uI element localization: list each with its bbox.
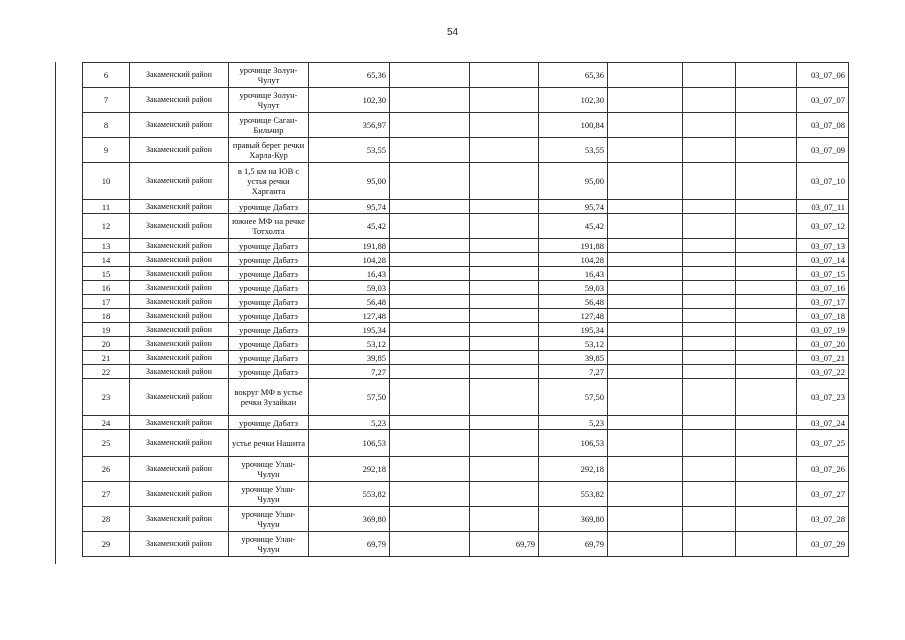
code-cell: 03_07_26 <box>797 457 849 482</box>
column-7-cell: 45,42 <box>539 214 608 239</box>
empty-cell <box>608 457 683 482</box>
total-area-cell: 69,79 <box>309 532 390 557</box>
row-number-cell: 20 <box>83 337 130 351</box>
code-cell: 03_07_28 <box>797 507 849 532</box>
column-5-cell <box>390 113 470 138</box>
total-area-cell: 57,50 <box>309 379 390 416</box>
column-7-cell: 53,12 <box>539 337 608 351</box>
empty-cell <box>683 214 736 239</box>
column-5-cell <box>390 379 470 416</box>
table-body <box>83 63 849 557</box>
row-number-cell: 21 <box>83 351 130 365</box>
row-number-cell: 25 <box>83 430 130 457</box>
code-cell: 03_07_29 <box>797 532 849 557</box>
table-row <box>83 507 849 532</box>
row-number-cell: 16 <box>83 281 130 295</box>
row-number-cell: 22 <box>83 365 130 379</box>
empty-cell <box>736 239 797 253</box>
table-row <box>83 379 849 416</box>
empty-cell <box>736 214 797 239</box>
column-7-cell: 100,84 <box>539 113 608 138</box>
total-area-cell: 104,28 <box>309 253 390 267</box>
table-row <box>83 323 849 337</box>
empty-cell <box>608 532 683 557</box>
location-cell: урочище Золун-Чулут <box>229 88 309 113</box>
code-cell: 03_07_25 <box>797 430 849 457</box>
column-7-cell: 56,48 <box>539 295 608 309</box>
total-area-cell: 16,43 <box>309 267 390 281</box>
table-row <box>83 267 849 281</box>
location-cell: урочище Дабатэ <box>229 200 309 214</box>
table-row <box>83 88 849 113</box>
column-6-cell <box>470 365 539 379</box>
table-row <box>83 200 849 214</box>
row-number-cell: 18 <box>83 309 130 323</box>
column-7-cell: 59,03 <box>539 281 608 295</box>
column-5-cell <box>390 267 470 281</box>
code-cell: 03_07_23 <box>797 379 849 416</box>
column-5-cell <box>390 239 470 253</box>
total-area-cell: 127,48 <box>309 309 390 323</box>
location-cell: урочище Дабатэ <box>229 309 309 323</box>
table-row <box>83 309 849 323</box>
empty-cell <box>608 267 683 281</box>
location-cell: правый берег речки Харла-Кур <box>229 138 309 163</box>
empty-cell <box>736 253 797 267</box>
column-5-cell <box>390 63 470 88</box>
column-7-cell: 106,53 <box>539 430 608 457</box>
row-number-cell: 9 <box>83 138 130 163</box>
district-cell: Закаменский район <box>130 88 229 113</box>
table-row <box>83 457 849 482</box>
code-cell: 03_07_19 <box>797 323 849 337</box>
location-cell: урочище Дабатэ <box>229 281 309 295</box>
district-cell: Закаменский район <box>130 163 229 200</box>
row-number-cell: 27 <box>83 482 130 507</box>
column-5-cell <box>390 214 470 239</box>
location-cell: урочище Дабатэ <box>229 267 309 281</box>
location-cell: урочище Улан-Чулун <box>229 482 309 507</box>
row-number-cell: 6 <box>83 63 130 88</box>
column-5-cell <box>390 295 470 309</box>
column-6-cell <box>470 88 539 113</box>
empty-cell <box>683 351 736 365</box>
district-cell: Закаменский район <box>130 379 229 416</box>
column-5-cell <box>390 200 470 214</box>
column-6-cell <box>470 309 539 323</box>
empty-cell <box>608 239 683 253</box>
column-6-cell <box>470 295 539 309</box>
empty-cell <box>608 63 683 88</box>
table-row <box>83 253 849 267</box>
district-cell: Закаменский район <box>130 309 229 323</box>
table-row <box>83 281 849 295</box>
empty-cell <box>736 138 797 163</box>
district-cell: Закаменский район <box>130 430 229 457</box>
margin-rule <box>55 62 56 564</box>
column-6-cell <box>470 351 539 365</box>
column-6-cell <box>470 113 539 138</box>
empty-cell <box>608 253 683 267</box>
code-cell: 03_07_06 <box>797 63 849 88</box>
empty-cell <box>608 295 683 309</box>
column-7-cell: 195,34 <box>539 323 608 337</box>
column-5-cell <box>390 88 470 113</box>
total-area-cell: 45,42 <box>309 214 390 239</box>
table-row <box>83 138 849 163</box>
empty-cell <box>683 337 736 351</box>
location-cell: в 1,5 км на ЮВ с устья речки Харганта <box>229 163 309 200</box>
total-area-cell: 95,00 <box>309 163 390 200</box>
district-cell: Закаменский район <box>130 267 229 281</box>
district-cell: Закаменский район <box>130 337 229 351</box>
empty-cell <box>683 379 736 416</box>
column-7-cell: 553,82 <box>539 482 608 507</box>
district-cell: Закаменский район <box>130 281 229 295</box>
table-row <box>83 239 849 253</box>
code-cell: 03_07_20 <box>797 337 849 351</box>
total-area-cell: 5,23 <box>309 416 390 430</box>
column-7-cell: 102,30 <box>539 88 608 113</box>
location-cell: урочище Дабатэ <box>229 323 309 337</box>
location-cell: вокруг МФ в устье речки Зузайкан <box>229 379 309 416</box>
column-6-cell <box>470 507 539 532</box>
column-5-cell <box>390 309 470 323</box>
code-cell: 03_07_22 <box>797 365 849 379</box>
row-number-cell: 29 <box>83 532 130 557</box>
total-area-cell: 95,74 <box>309 200 390 214</box>
empty-cell <box>608 214 683 239</box>
total-area-cell: 553,82 <box>309 482 390 507</box>
column-7-cell: 369,80 <box>539 507 608 532</box>
empty-cell <box>683 239 736 253</box>
column-5-cell <box>390 253 470 267</box>
column-7-cell: 5,23 <box>539 416 608 430</box>
empty-cell <box>608 138 683 163</box>
empty-cell <box>608 323 683 337</box>
district-cell: Закаменский район <box>130 365 229 379</box>
row-number-cell: 14 <box>83 253 130 267</box>
row-number-cell: 12 <box>83 214 130 239</box>
row-number-cell: 13 <box>83 239 130 253</box>
empty-cell <box>736 351 797 365</box>
row-number-cell: 11 <box>83 200 130 214</box>
empty-cell <box>608 482 683 507</box>
empty-cell <box>683 323 736 337</box>
column-6-cell <box>470 239 539 253</box>
table-row <box>83 532 849 557</box>
code-cell: 03_07_07 <box>797 88 849 113</box>
empty-cell <box>683 163 736 200</box>
row-number-cell: 19 <box>83 323 130 337</box>
column-5-cell <box>390 482 470 507</box>
code-cell: 03_07_14 <box>797 253 849 267</box>
code-cell: 03_07_10 <box>797 163 849 200</box>
empty-cell <box>683 63 736 88</box>
column-6-cell <box>470 281 539 295</box>
empty-cell <box>683 295 736 309</box>
total-area-cell: 191,88 <box>309 239 390 253</box>
total-area-cell: 106,53 <box>309 430 390 457</box>
column-5-cell <box>390 337 470 351</box>
column-5-cell <box>390 163 470 200</box>
location-cell: урочище Саган-Бильчир <box>229 113 309 138</box>
code-cell: 03_07_15 <box>797 267 849 281</box>
code-cell: 03_07_08 <box>797 113 849 138</box>
empty-cell <box>683 253 736 267</box>
table-row <box>83 482 849 507</box>
table-row <box>83 295 849 309</box>
column-7-cell: 53,55 <box>539 138 608 163</box>
location-cell: урочище Золун-Чулут <box>229 63 309 88</box>
code-cell: 03_07_11 <box>797 200 849 214</box>
empty-cell <box>683 532 736 557</box>
district-cell: Закаменский район <box>130 295 229 309</box>
column-6-cell <box>470 63 539 88</box>
row-number-cell: 24 <box>83 416 130 430</box>
location-cell: урочище Дабатэ <box>229 239 309 253</box>
empty-cell <box>736 200 797 214</box>
empty-cell <box>736 309 797 323</box>
total-area-cell: 7,27 <box>309 365 390 379</box>
empty-cell <box>736 323 797 337</box>
empty-cell <box>736 507 797 532</box>
total-area-cell: 195,34 <box>309 323 390 337</box>
total-area-cell: 53,12 <box>309 337 390 351</box>
column-5-cell <box>390 430 470 457</box>
land-registry-table <box>82 62 849 557</box>
empty-cell <box>608 309 683 323</box>
district-cell: Закаменский район <box>130 457 229 482</box>
column-7-cell: 127,48 <box>539 309 608 323</box>
empty-cell <box>736 63 797 88</box>
location-cell: урочище Улан-Чулун <box>229 532 309 557</box>
table-row <box>83 63 849 88</box>
column-5-cell <box>390 365 470 379</box>
column-6-cell <box>470 253 539 267</box>
empty-cell <box>736 482 797 507</box>
district-cell: Закаменский район <box>130 239 229 253</box>
total-area-cell: 369,80 <box>309 507 390 532</box>
empty-cell <box>736 416 797 430</box>
column-6-cell <box>470 416 539 430</box>
empty-cell <box>736 337 797 351</box>
empty-cell <box>608 200 683 214</box>
empty-cell <box>683 457 736 482</box>
column-7-cell: 95,74 <box>539 200 608 214</box>
location-cell: урочище Улан-Чулун <box>229 457 309 482</box>
district-cell: Закаменский район <box>130 138 229 163</box>
location-cell: урочище Улан-Чулун <box>229 507 309 532</box>
total-area-cell: 292,18 <box>309 457 390 482</box>
empty-cell <box>683 507 736 532</box>
column-7-cell: 95,00 <box>539 163 608 200</box>
table-row <box>83 214 849 239</box>
empty-cell <box>683 138 736 163</box>
table-row <box>83 416 849 430</box>
empty-cell <box>608 416 683 430</box>
empty-cell <box>608 281 683 295</box>
code-cell: 03_07_18 <box>797 309 849 323</box>
table-row <box>83 430 849 457</box>
column-5-cell <box>390 507 470 532</box>
empty-cell <box>608 163 683 200</box>
table-row <box>83 351 849 365</box>
district-cell: Закаменский район <box>130 63 229 88</box>
row-number-cell: 10 <box>83 163 130 200</box>
location-cell: южнее МФ на речке Тотхолта <box>229 214 309 239</box>
column-5-cell <box>390 281 470 295</box>
column-5-cell <box>390 532 470 557</box>
empty-cell <box>736 113 797 138</box>
code-cell: 03_07_09 <box>797 138 849 163</box>
empty-cell <box>608 337 683 351</box>
location-cell: урочище Дабатэ <box>229 253 309 267</box>
column-6-cell <box>470 482 539 507</box>
code-cell: 03_07_24 <box>797 416 849 430</box>
empty-cell <box>608 88 683 113</box>
column-7-cell: 69,79 <box>539 532 608 557</box>
empty-cell <box>683 365 736 379</box>
code-cell: 03_07_13 <box>797 239 849 253</box>
total-area-cell: 65,36 <box>309 63 390 88</box>
column-7-cell: 191,88 <box>539 239 608 253</box>
empty-cell <box>736 379 797 416</box>
code-cell: 03_07_12 <box>797 214 849 239</box>
empty-cell <box>736 295 797 309</box>
table-row <box>83 113 849 138</box>
empty-cell <box>736 365 797 379</box>
table-row <box>83 337 849 351</box>
empty-cell <box>736 88 797 113</box>
row-number-cell: 17 <box>83 295 130 309</box>
column-6-cell <box>470 323 539 337</box>
row-number-cell: 7 <box>83 88 130 113</box>
total-area-cell: 53,55 <box>309 138 390 163</box>
district-cell: Закаменский район <box>130 113 229 138</box>
empty-cell <box>683 430 736 457</box>
column-6-cell <box>470 214 539 239</box>
empty-cell <box>608 351 683 365</box>
column-6-cell <box>470 379 539 416</box>
page-number: 54 <box>446 27 459 38</box>
column-7-cell: 57,50 <box>539 379 608 416</box>
column-6-cell <box>470 138 539 163</box>
district-cell: Закаменский район <box>130 532 229 557</box>
column-6-cell: 69,79 <box>470 532 539 557</box>
district-cell: Закаменский район <box>130 253 229 267</box>
column-6-cell <box>470 430 539 457</box>
code-cell: 03_07_17 <box>797 295 849 309</box>
empty-cell <box>736 430 797 457</box>
column-5-cell <box>390 351 470 365</box>
district-cell: Закаменский район <box>130 200 229 214</box>
empty-cell <box>608 507 683 532</box>
district-cell: Закаменский район <box>130 323 229 337</box>
column-6-cell <box>470 457 539 482</box>
column-7-cell: 65,36 <box>539 63 608 88</box>
empty-cell <box>683 416 736 430</box>
column-6-cell <box>470 200 539 214</box>
location-cell: урочище Дабатэ <box>229 365 309 379</box>
column-6-cell <box>470 267 539 281</box>
location-cell: урочище Дабатэ <box>229 295 309 309</box>
empty-cell <box>683 113 736 138</box>
empty-cell <box>608 379 683 416</box>
location-cell: урочище Дабатэ <box>229 337 309 351</box>
column-5-cell <box>390 323 470 337</box>
empty-cell <box>736 281 797 295</box>
empty-cell <box>736 532 797 557</box>
district-cell: Закаменский район <box>130 416 229 430</box>
empty-cell <box>736 163 797 200</box>
row-number-cell: 23 <box>83 379 130 416</box>
column-7-cell: 16,43 <box>539 267 608 281</box>
location-cell: устье речки Нашита <box>229 430 309 457</box>
column-6-cell <box>470 337 539 351</box>
column-5-cell <box>390 457 470 482</box>
empty-cell <box>683 281 736 295</box>
row-number-cell: 28 <box>83 507 130 532</box>
total-area-cell: 59,03 <box>309 281 390 295</box>
column-5-cell <box>390 138 470 163</box>
column-5-cell <box>390 416 470 430</box>
empty-cell <box>736 457 797 482</box>
district-cell: Закаменский район <box>130 351 229 365</box>
total-area-cell: 39,85 <box>309 351 390 365</box>
empty-cell <box>736 267 797 281</box>
empty-cell <box>683 309 736 323</box>
row-number-cell: 26 <box>83 457 130 482</box>
empty-cell <box>683 482 736 507</box>
table-row <box>83 365 849 379</box>
empty-cell <box>608 113 683 138</box>
table-row <box>83 163 849 200</box>
column-7-cell: 292,18 <box>539 457 608 482</box>
empty-cell <box>683 88 736 113</box>
empty-cell <box>683 200 736 214</box>
empty-cell <box>608 365 683 379</box>
column-7-cell: 7,27 <box>539 365 608 379</box>
total-area-cell: 102,30 <box>309 88 390 113</box>
column-7-cell: 39,85 <box>539 351 608 365</box>
code-cell: 03_07_21 <box>797 351 849 365</box>
total-area-cell: 56,48 <box>309 295 390 309</box>
code-cell: 03_07_16 <box>797 281 849 295</box>
district-cell: Закаменский район <box>130 482 229 507</box>
empty-cell <box>683 267 736 281</box>
row-number-cell: 15 <box>83 267 130 281</box>
location-cell: урочище Дабатэ <box>229 416 309 430</box>
location-cell: урочище Дабатэ <box>229 351 309 365</box>
district-cell: Закаменский район <box>130 214 229 239</box>
column-6-cell <box>470 163 539 200</box>
code-cell: 03_07_27 <box>797 482 849 507</box>
empty-cell <box>608 430 683 457</box>
column-7-cell: 104,28 <box>539 253 608 267</box>
row-number-cell: 8 <box>83 113 130 138</box>
district-cell: Закаменский район <box>130 507 229 532</box>
total-area-cell: 356,97 <box>309 113 390 138</box>
